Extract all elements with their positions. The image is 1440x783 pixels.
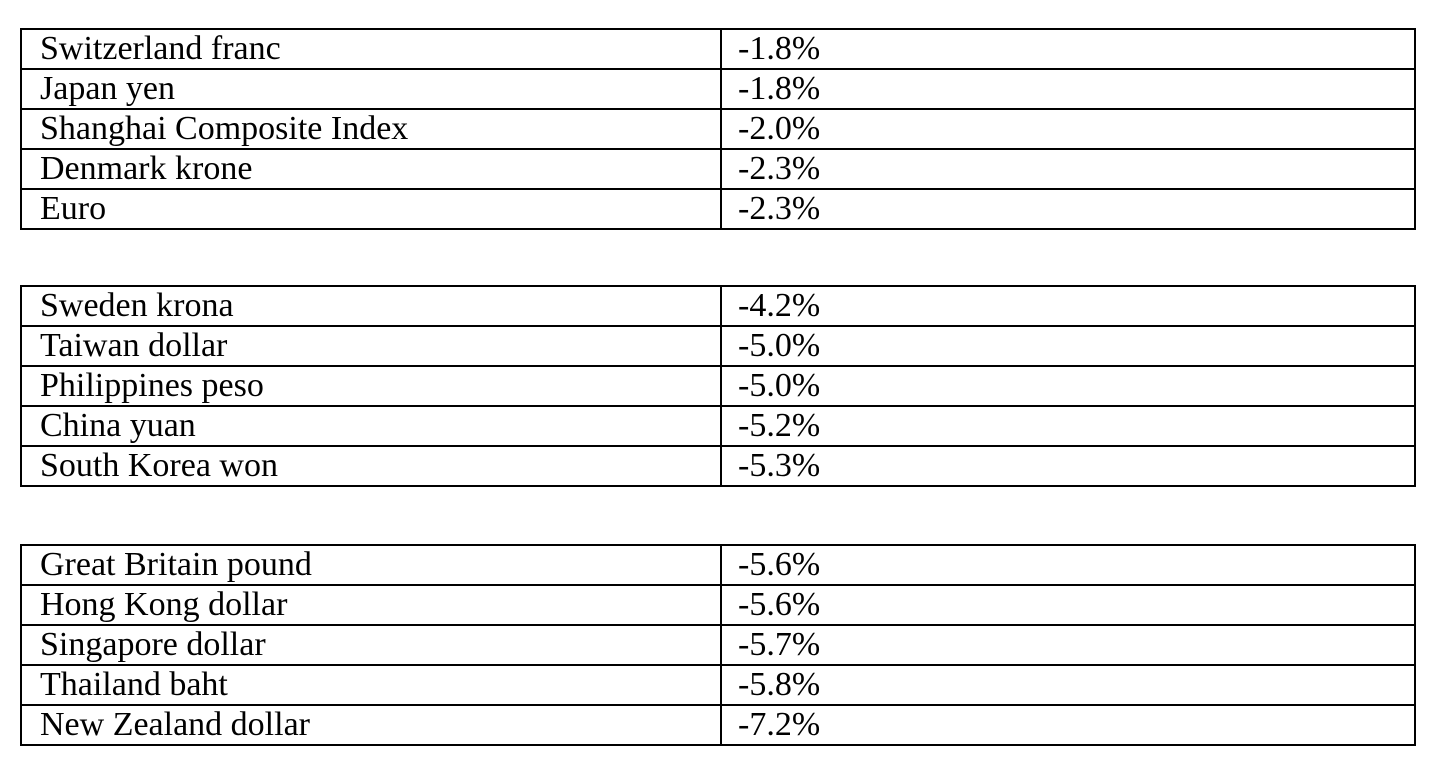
currency-name-cell: Euro bbox=[21, 189, 721, 229]
table-row bbox=[21, 149, 1415, 189]
table-row bbox=[21, 406, 1415, 446]
currency-name-cell: Taiwan dollar bbox=[21, 326, 721, 366]
table-row bbox=[21, 366, 1415, 406]
currency-name-cell: South Korea won bbox=[21, 446, 721, 486]
change-value-cell: -1.8% bbox=[721, 69, 1415, 109]
table-row bbox=[21, 189, 1415, 229]
table-row bbox=[21, 446, 1415, 486]
currency-name-cell: Hong Kong dollar bbox=[21, 585, 721, 625]
change-value-cell: -5.6% bbox=[721, 545, 1415, 585]
table-row bbox=[21, 326, 1415, 366]
change-value-cell: -5.7% bbox=[721, 625, 1415, 665]
currency-name-cell: Shanghai Composite Index bbox=[21, 109, 721, 149]
change-value-cell: -7.2% bbox=[721, 705, 1415, 745]
currency-name-cell: Denmark krone bbox=[21, 149, 721, 189]
table-row bbox=[21, 69, 1415, 109]
change-value-cell: -5.2% bbox=[721, 406, 1415, 446]
change-value-cell: -5.8% bbox=[721, 665, 1415, 705]
currency-name-cell: Great Britain pound bbox=[21, 545, 721, 585]
change-value-cell: -2.0% bbox=[721, 109, 1415, 149]
currency-name-cell: Philippines peso bbox=[21, 366, 721, 406]
currency-name-cell: New Zealand dollar bbox=[21, 705, 721, 745]
table-row bbox=[21, 545, 1415, 585]
currency-name-cell: Japan yen bbox=[21, 69, 721, 109]
currency-name-cell: Sweden krona bbox=[21, 286, 721, 326]
currency-table-1 bbox=[20, 28, 1416, 230]
currency-table-3 bbox=[20, 544, 1416, 746]
table-row bbox=[21, 585, 1415, 625]
currency-name-cell: Thailand baht bbox=[21, 665, 721, 705]
table-row bbox=[21, 286, 1415, 326]
change-value-cell: -1.8% bbox=[721, 29, 1415, 69]
table-row bbox=[21, 29, 1415, 69]
currency-name-cell: Switzerland franc bbox=[21, 29, 721, 69]
change-value-cell: -5.0% bbox=[721, 366, 1415, 406]
table-row bbox=[21, 665, 1415, 705]
currency-name-cell: China yuan bbox=[21, 406, 721, 446]
currency-table-2 bbox=[20, 285, 1416, 487]
change-value-cell: -2.3% bbox=[721, 189, 1415, 229]
change-value-cell: -5.0% bbox=[721, 326, 1415, 366]
currency-name-cell: Singapore dollar bbox=[21, 625, 721, 665]
change-value-cell: -5.3% bbox=[721, 446, 1415, 486]
change-value-cell: -4.2% bbox=[721, 286, 1415, 326]
table-row bbox=[21, 705, 1415, 745]
change-value-cell: -5.6% bbox=[721, 585, 1415, 625]
table-row bbox=[21, 625, 1415, 665]
table-row bbox=[21, 109, 1415, 149]
change-value-cell: -2.3% bbox=[721, 149, 1415, 189]
